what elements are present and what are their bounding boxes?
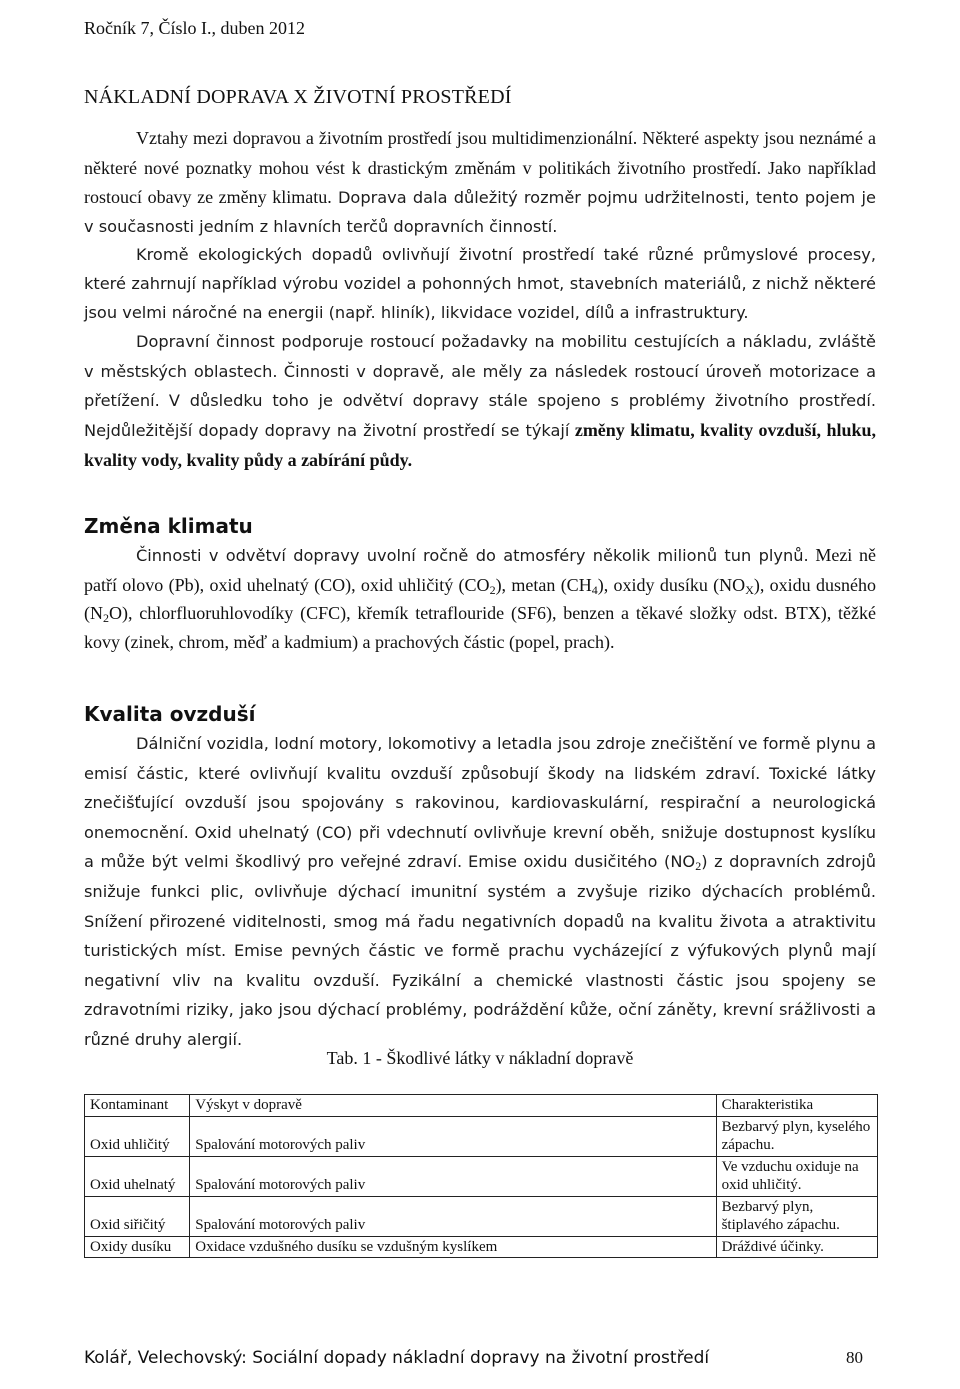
sub-ch4: 4 [591, 582, 598, 597]
table-header-cell: Výskyt v dopravě [190, 1095, 716, 1117]
table-cell: Oxidy dusíku [85, 1236, 190, 1258]
climate-section [84, 541, 876, 656]
table-cell: Spalování motorových paliv [190, 1156, 716, 1196]
climate-text-1: Činnosti v odvětví dopravy uvolní ročně do atmosféry několik milionů tun plynů. [136, 546, 809, 565]
climate-paragraph [84, 541, 876, 656]
air-text-3: Oxid uhelnatý (CO) při vdechnutí ovlivňuje krevní oběh, snižuje dostupnost kyslíku a může být velmi škodlivý pro veřejné zdraví. [84, 822, 876, 872]
article-title: NÁKLADNÍ DOPRAVA X ŽIVOTNÍ PROSTŘEDÍ [84, 86, 512, 108]
air-section [84, 729, 876, 1055]
intro-text-3c: V důsledku toho je odvětví dopravy stále spojeno s problémy životního prostředí. [168, 391, 876, 411]
intro-paragraph-1 [84, 124, 876, 241]
table-cell: Bezbarvý plyn, štiplavého zápachu. [716, 1196, 877, 1236]
page-number: 80 [846, 1348, 863, 1367]
air-text-6: Snížení přirozené viditelnosti, smog má řadu negativních dopadů na kvalitu života a atraktivitu turistických míst. [84, 911, 876, 961]
table-caption: Tab. 1 - Škodlivé látky v nákladní dopravě [326, 1048, 634, 1068]
air-text-8: Fyzikální a chemické vlastnosti částic jsou spojeny se zdravotními riziky, jako jsou dýchací problémy, podráždění kůže, oční záněty, krevní srážlivosti a různé druhy alergií. [84, 970, 876, 1049]
table-cell: Oxid siřičitý [85, 1196, 190, 1236]
table-header-cell: Charakteristika [716, 1095, 877, 1117]
table-cell: Bezbarvý plyn, kyselého zápachu. [716, 1116, 877, 1156]
running-header: Ročník 7, Číslo I., duben 2012 [84, 18, 305, 38]
intro-section [84, 124, 876, 474]
table-header-cell: Kontaminant [85, 1095, 190, 1117]
air-text-4: Emise oxidu dusičitého (NO [468, 852, 696, 872]
running-footer: Kolář, Velechovský: Sociální dopady nákladní dopravy na životní prostředí [84, 1348, 710, 1368]
intro-text-b: Doprava dala důležitý rozměr pojmu udržitelnosti, tento pojem je v současnosti jedním z hlavních terčů dopravních činností. [84, 188, 877, 236]
sub-nox: X [745, 582, 754, 597]
air-text-7: Emise pevných částic ve formě prachu vycházející z výfukových plynů mají negativní vliv na kvalitu ovzduší. [84, 941, 876, 990]
table-row [85, 1236, 878, 1258]
climate-text-2: Mezi ně patří olovo (Pb), oxid uhelnatý (CO), oxid uhličitý (CO [84, 545, 876, 595]
climate-text-4: ), oxidy dusíku (NO [597, 574, 746, 595]
air-text-1: Dálniční vozidla, lodní motory, lokomotivy a letadla jsou zdroje znečištění ve formě plynu a emisí částic, které ovlivňují kvalitu ovzduší způsobují škody na lidském zdraví. [84, 734, 876, 783]
intro-text-3b: Činnosti v dopravě, ale měly za následek rostoucí úroveň motorizace a přetížení. [84, 361, 876, 411]
table-row [85, 1196, 878, 1236]
air-paragraph [84, 729, 876, 1055]
intro-paragraph-2: Kromě ekologických dopadů ovlivňují životní prostředí také různé průmyslové procesy, které zahrnují například výrobu vozidel a pohonných hmot, stavebních materiálů, z nichž některé jsou velmi náročné na energii (např. hliník), likvidace vozidel, dílů a infrastruktury. [84, 245, 876, 322]
intro-text-3a: Dopravní činnost podporuje rostoucí požadavky na mobilitu cestujících a nákladu, zvláště v městských oblastech. [84, 332, 876, 381]
table-cell: Oxid uhelnatý [85, 1156, 190, 1196]
sub-n2o: 2 [103, 611, 109, 626]
table-cell: Ve vzduchu oxiduje na oxid uhličitý. [716, 1156, 877, 1196]
table-row [85, 1116, 878, 1156]
heading-air-quality: Kvalita ovzduší [84, 702, 256, 726]
sub-co2: 2 [489, 582, 496, 597]
intro-paragraph-3 [84, 327, 876, 474]
climate-text-3: ), metan (CH [495, 574, 592, 595]
table-cell: Spalování motorových paliv [190, 1116, 716, 1156]
sub-no2: 2 [695, 859, 702, 874]
table-cell: Oxidace vzdušného dusíku se vzdušným kyslíkem [190, 1236, 716, 1258]
air-text-2: Toxické látky znečišťující ovzduší jsou spojovány s rakovinou, kardiovaskulární, respirační a neurologická onemocnění. [84, 763, 876, 842]
table-row [85, 1156, 878, 1196]
table-header-row [85, 1095, 878, 1117]
table-cell: Spalování motorových paliv [190, 1196, 716, 1236]
table-cell: Dráždivé účinky. [716, 1236, 877, 1258]
table-cell: Oxid uhličitý [85, 1116, 190, 1156]
intro-bold-impacts: změny klimatu, kvality ovzduší, hluku, kvality vody, kvality půdy a zabírání půdy. [84, 419, 876, 470]
climate-text-5: ), oxidu dusného (N [84, 574, 877, 624]
air-text-5: ) z dopravních zdrojů snižuje funkci plic, ovlivňuje dýchací imunitní systém a zvyšuje riziko dýchacích problémů. [84, 852, 876, 901]
heading-climate: Změna klimatu [84, 514, 253, 538]
pollutants-table [84, 1094, 878, 1258]
climate-text-6: O), chlorfluoruhlovodíky (CFC), křemík tetraflouride (SF6), benzen a těkavé složky odst. BTX), těžké kovy (zinek, chrom, měď a kadmium) a prachových částic (popel, prach). [84, 603, 876, 652]
intro-text-a: Vztahy mezi dopravou a životním prostředí jsou multidimenzionální. Některé aspekty jsou neznámé a některé nové poznatky mohou vést k drastickým změnám v politikách životního prostředí. Jako například rostoucí obavy ze změny klimatu. [84, 128, 876, 208]
intro-text-3d: Nejdůležitější dopady dopravy na životní prostředí se týkají [84, 420, 570, 440]
